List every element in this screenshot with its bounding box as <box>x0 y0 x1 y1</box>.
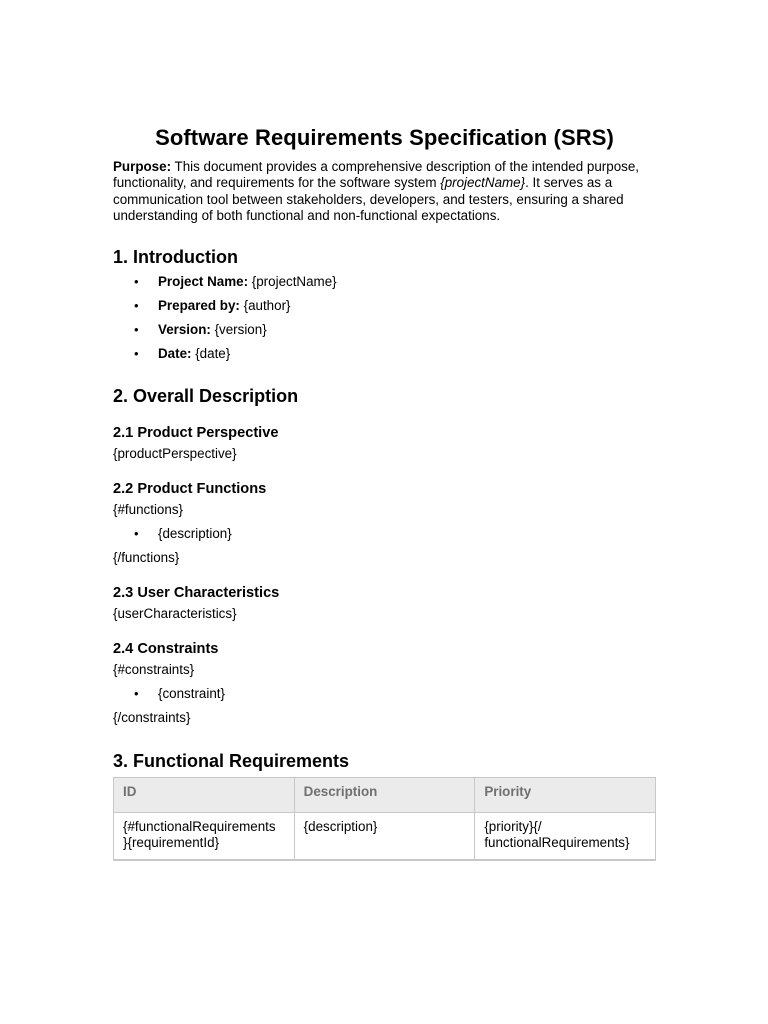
functional-requirements-heading: 3. Functional Requirements <box>113 751 350 772</box>
cell-priority-line: functionalRequirements} <box>484 835 630 851</box>
cell-id <box>114 813 295 861</box>
cell-description: {description} <box>294 813 475 861</box>
purpose-text-after: . It serves as a communication tool between stakeholders, developers, and testers, ensuring a shared understanding of both functional and non-functional expectations. <box>113 175 624 223</box>
user-characteristics-section <box>113 584 656 623</box>
bullet-icon: • <box>134 322 139 338</box>
constraint-item: {constraint} <box>158 686 225 702</box>
table-row <box>114 813 656 861</box>
introduction-section <box>113 246 656 363</box>
column-header-id: ID <box>114 778 295 813</box>
product-perspective-heading: 2.1 Product Perspective <box>113 425 279 442</box>
document-page <box>113 124 656 861</box>
product-functions-section <box>113 480 656 567</box>
document-title: Software Requirements Specification (SRS) <box>155 125 614 150</box>
bullet-icon: • <box>134 346 139 362</box>
functions-close-tag: {/functions} <box>113 550 180 566</box>
overall-description-heading: 2. Overall Description <box>113 386 299 407</box>
overall-description-section <box>113 385 656 727</box>
cell-id-line: }{requirementId} <box>123 835 220 851</box>
cell-priority-line: {priority}{/ <box>484 819 542 835</box>
bullet-icon: • <box>134 526 139 542</box>
list-item <box>113 321 656 339</box>
list-item <box>113 273 656 291</box>
user-characteristics-heading: 2.3 User Characteristics <box>113 585 280 602</box>
item-label: Project Name: <box>158 274 249 290</box>
user-characteristics-text: {userCharacteristics} <box>113 606 237 622</box>
item-value: {version} <box>210 322 267 338</box>
product-perspective-section <box>113 424 656 463</box>
column-header-description: Description <box>294 778 475 813</box>
constraints-section <box>113 640 656 727</box>
list-item <box>113 685 656 703</box>
item-value: {author} <box>239 298 291 314</box>
item-value: {date} <box>191 346 231 362</box>
item-label: Version: <box>158 322 211 338</box>
table-header-row <box>114 778 656 813</box>
functions-open-tag: {#functions} <box>113 502 183 518</box>
purpose-paragraph <box>113 159 656 224</box>
functional-requirements-section <box>113 750 656 861</box>
list-item <box>113 297 656 315</box>
column-header-priority: Priority <box>475 778 656 813</box>
cell-id-line: {#functionalRequirements <box>123 819 276 835</box>
item-label: Prepared by: <box>158 298 240 314</box>
purpose-project-placeholder: {projectName} <box>440 175 526 191</box>
purpose-text-before: This document provides a comprehensive description of the intended purpose, functionality, and requirements for the software system <box>113 159 640 191</box>
requirements-table <box>113 777 656 861</box>
product-perspective-text: {productPerspective} <box>113 446 237 462</box>
bullet-icon: • <box>134 686 139 702</box>
list-item <box>113 525 656 543</box>
functions-list <box>113 525 656 543</box>
introduction-heading: 1. Introduction <box>113 247 238 268</box>
function-item: {description} <box>158 526 232 542</box>
constraints-heading: 2.4 Constraints <box>113 641 219 658</box>
product-functions-heading: 2.2 Product Functions <box>113 481 267 498</box>
introduction-list <box>113 273 656 363</box>
list-item <box>113 345 656 363</box>
cell-priority <box>475 813 656 861</box>
purpose-label: Purpose: <box>113 159 172 174</box>
item-label: Date: <box>158 346 192 362</box>
bullet-icon: • <box>134 298 139 314</box>
constraints-list <box>113 685 656 703</box>
item-value: {projectName} <box>248 274 337 290</box>
constraints-open-tag: {#constraints} <box>113 662 195 678</box>
bullet-icon: • <box>134 274 139 290</box>
constraints-close-tag: {/constraints} <box>113 710 191 726</box>
